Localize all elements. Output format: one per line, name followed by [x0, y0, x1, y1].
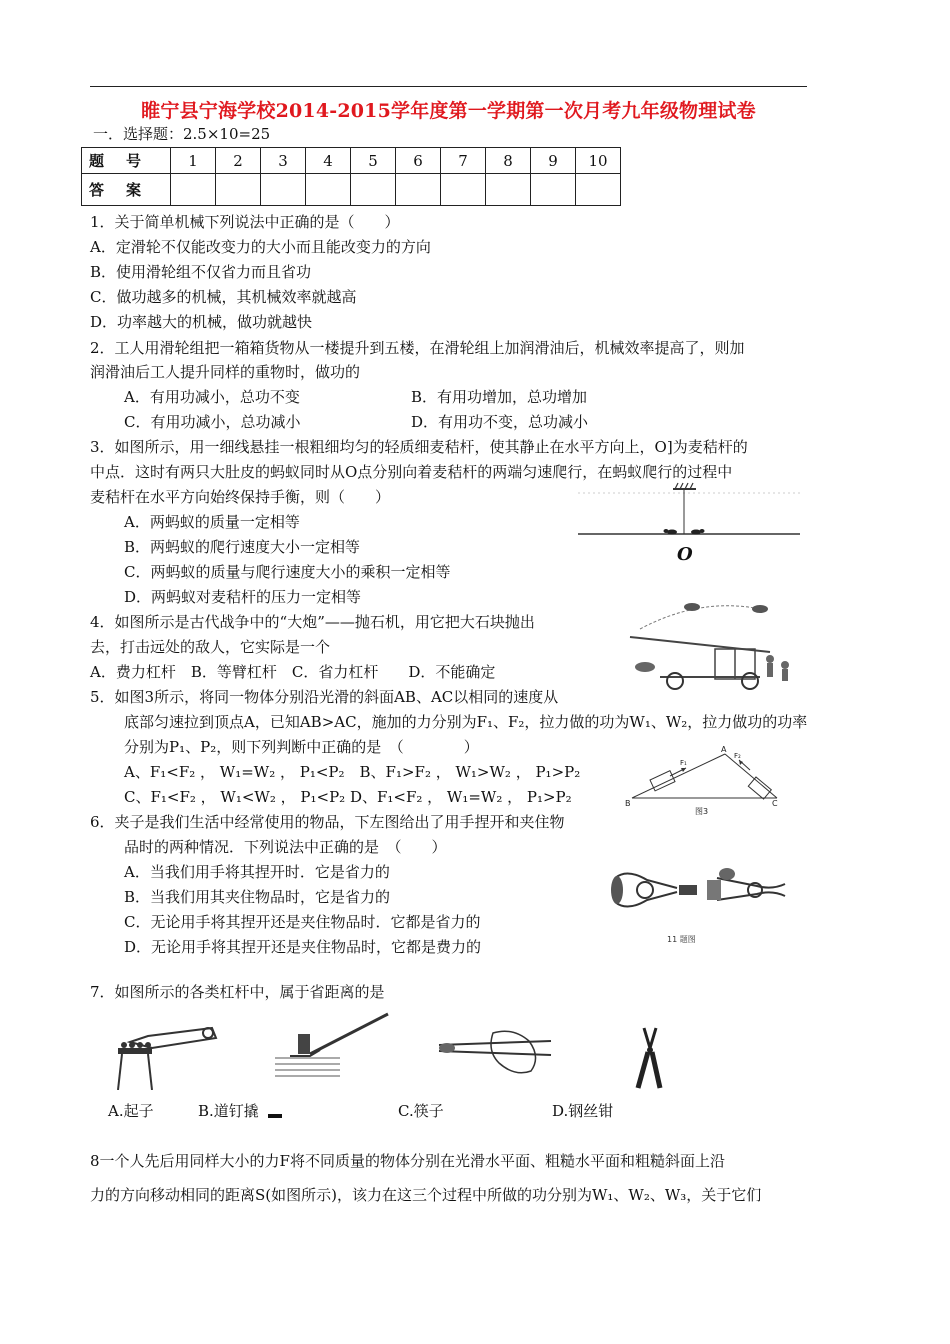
question-3-option-c: C．两蚂蚁的质量与爬行速度大小的乘积一定相等: [124, 563, 451, 581]
answer-table-number: 3: [261, 148, 306, 174]
force-f2-label: F₂: [734, 752, 741, 760]
question-2-option-c: C．有用功减小，总功减小: [124, 413, 301, 431]
answer-table-number: 2: [216, 148, 261, 174]
answer-table-answer-label: 答案: [82, 174, 171, 206]
question-4-stem-cont: 去，打击远处的敌人，它实际是一个: [90, 638, 331, 656]
rail-crowbar-figure: [270, 1010, 395, 1090]
answer-cell[interactable]: [306, 174, 351, 206]
section-heading: 一．选择题：2.5×10=25: [93, 125, 271, 143]
answer-table-number: 1: [171, 148, 216, 174]
answer-cell[interactable]: [261, 174, 306, 206]
question-3-option-b: B．两蚂蚁的爬行速度大小一定相等: [124, 538, 361, 556]
answer-table-number: 6: [396, 148, 441, 174]
question-4-stem: 4．如图所示是古代战争中的“大炮”——抛石机，用它把大石块抛出: [90, 613, 535, 631]
question-7-option-a: A.起子: [108, 1102, 154, 1120]
figure-11-caption: 11 题图: [667, 935, 696, 944]
answer-cell[interactable]: [531, 174, 576, 206]
question-3-option-a: A．两蚂蚁的质量一定相等: [124, 513, 300, 531]
question-5-options-cd: C、F₁<F₂ ， W₁<W₂ ， P₁<P₂ D、F₁<F₂ ， W₁=W₂ ， P₁>P₂: [124, 788, 572, 806]
answer-table: [81, 147, 621, 206]
question-7-option-c: C.筷子: [398, 1102, 444, 1120]
incline-figure: [622, 742, 792, 820]
question-2-stem-cont: 润滑油后工人提升同样的重物时，做功的: [90, 363, 361, 381]
figure-3-caption: 图3: [695, 807, 709, 816]
answer-cell[interactable]: [486, 174, 531, 206]
question-1-option-b: B．使用滑轮组不仅省力而且省功: [90, 263, 312, 281]
pliers-figure: [630, 1026, 670, 1092]
page-title: 睢宁县宁海学校2014-2015学年度第一学期第一次月考九年级物理试卷: [141, 100, 756, 122]
question-3-stem: 3．如图所示，用一细线悬挂一根粗细均匀的轻质细麦秸杆，使其静止在水平方向上，O]为麦秸杆的: [90, 438, 748, 456]
question-3-stem-cont: 中点．这时有两只大肚皮的蚂蚁同时从O点分别向着麦秸杆的两端匀速爬行，在蚂蚁爬行的过程中: [90, 463, 733, 481]
pivot-label-o: O: [677, 544, 693, 565]
point-b-label: B: [625, 799, 631, 808]
answer-table-number: 5: [351, 148, 396, 174]
question-6-option-c: C．无论用手将其捏开还是夹住物品时．它都是省力的: [124, 913, 481, 931]
catapult-figure: [620, 597, 800, 693]
question-2-stem: 2．工人用滑轮组把一箱箱货物从一楼提升到五楼，在滑轮组上加润滑油后，机械效率提高了，则加: [90, 339, 745, 357]
question-7-stem: 7．如图所示的各类杠杆中，属于省距离的是: [90, 983, 385, 1001]
question-6-option-d: D．无论用手将其捏开还是夹住物品时，它都是费力的: [124, 938, 482, 956]
question-1-stem: 1．关于简单机械下列说法中正确的是（ ）: [90, 213, 400, 231]
question-8-stem: 8一个人先后用同样大小的力F将不同质量的物体分别在光滑水平面、粗糙水平面和粗糙斜面上沿: [90, 1152, 725, 1170]
header-rule: [90, 86, 807, 87]
question-5-stem-cont: 分别为P₁、P₂，则下列判断中正确的是 （ ）: [124, 738, 479, 756]
question-6-stem: 6．夹子是我们生活中经常使用的物品，下左图给出了用手捏开和夹住物: [90, 813, 565, 831]
question-7-option-d: D.钢丝钳: [552, 1102, 614, 1120]
point-a-label: A: [721, 745, 727, 754]
question-5-stem: 5．如图3所示，将同一物体分别沿光滑的斜面AB、AC以相同的速度从: [90, 688, 559, 706]
answer-cell[interactable]: [216, 174, 261, 206]
question-6-stem-cont: 品时的两种情况．下列说法中正确的是 （ ）: [124, 838, 447, 856]
question-3-option-d: D．两蚂蚁对麦秸杆的压力一定相等: [124, 588, 362, 606]
answer-table-number: 4: [306, 148, 351, 174]
answer-table-number: 9: [531, 148, 576, 174]
answer-cell[interactable]: [171, 174, 216, 206]
question-2-option-a: A．有用功减小，总功不变: [124, 388, 300, 406]
question-4-options: A．费力杠杆 B．等臂杠杆 C．省力杠杆 D．不能确定: [90, 663, 496, 681]
clip-figure: [607, 858, 792, 948]
answer-cell[interactable]: [441, 174, 486, 206]
answer-table-header-label: 题号: [82, 148, 171, 174]
answer-cell[interactable]: [396, 174, 441, 206]
point-c-label: C: [772, 799, 778, 808]
question-2-option-b: B．有用功增加，总功增加: [411, 388, 588, 406]
question-5-options-ab: A、F₁<F₂ ， W₁=W₂ ， P₁<P₂ B、F₁>F₂ ， W₁>W₂ ， P₁>P₂: [124, 763, 581, 781]
question-8-stem-cont: 力的方向移动相同的距离S(如图所示)，该力在这三个过程中所做的功分别为W₁、W₂、W₃，关于它们: [90, 1186, 762, 1204]
answer-table-number: 8: [486, 148, 531, 174]
force-f1-label: F₁: [680, 759, 687, 767]
bottle-opener-figure: [108, 1018, 228, 1090]
question-2-option-d: D．有用功不变，总功减小: [411, 413, 589, 431]
question-1-option-a: A．定滑轮不仅能改变力的大小而且能改变力的方向: [90, 238, 431, 256]
answer-cell[interactable]: [351, 174, 396, 206]
chopsticks-figure: [433, 1023, 558, 1085]
question-6-option-a: A．当我们用手将其捏开时．它是省力的: [124, 863, 390, 881]
answer-table-number: 10: [576, 148, 621, 174]
question-1-option-d: D．功率越大的机械，做功就越快: [90, 313, 313, 331]
question-7-option-b: B.道钉撬: [198, 1102, 259, 1120]
straw-lever-figure: [578, 480, 800, 570]
answer-cell[interactable]: [576, 174, 621, 206]
question-1-option-c: C．做功越多的机械，其机械效率就越高: [90, 288, 357, 306]
question-6-option-b: B．当我们用其夹住物品时，它是省力的: [124, 888, 391, 906]
question-3-stem-cont: 麦秸杆在水平方向始终保持手衡，则（ ）: [90, 488, 391, 506]
stray-mark: [268, 1114, 282, 1118]
answer-table-number: 7: [441, 148, 486, 174]
question-5-stem-cont: 底部匀速拉到顶点A，已知AB>AC，施加的力分别为F₁、F₂，拉力做的功为W₁、W₂，拉力做功的功率: [124, 713, 808, 731]
